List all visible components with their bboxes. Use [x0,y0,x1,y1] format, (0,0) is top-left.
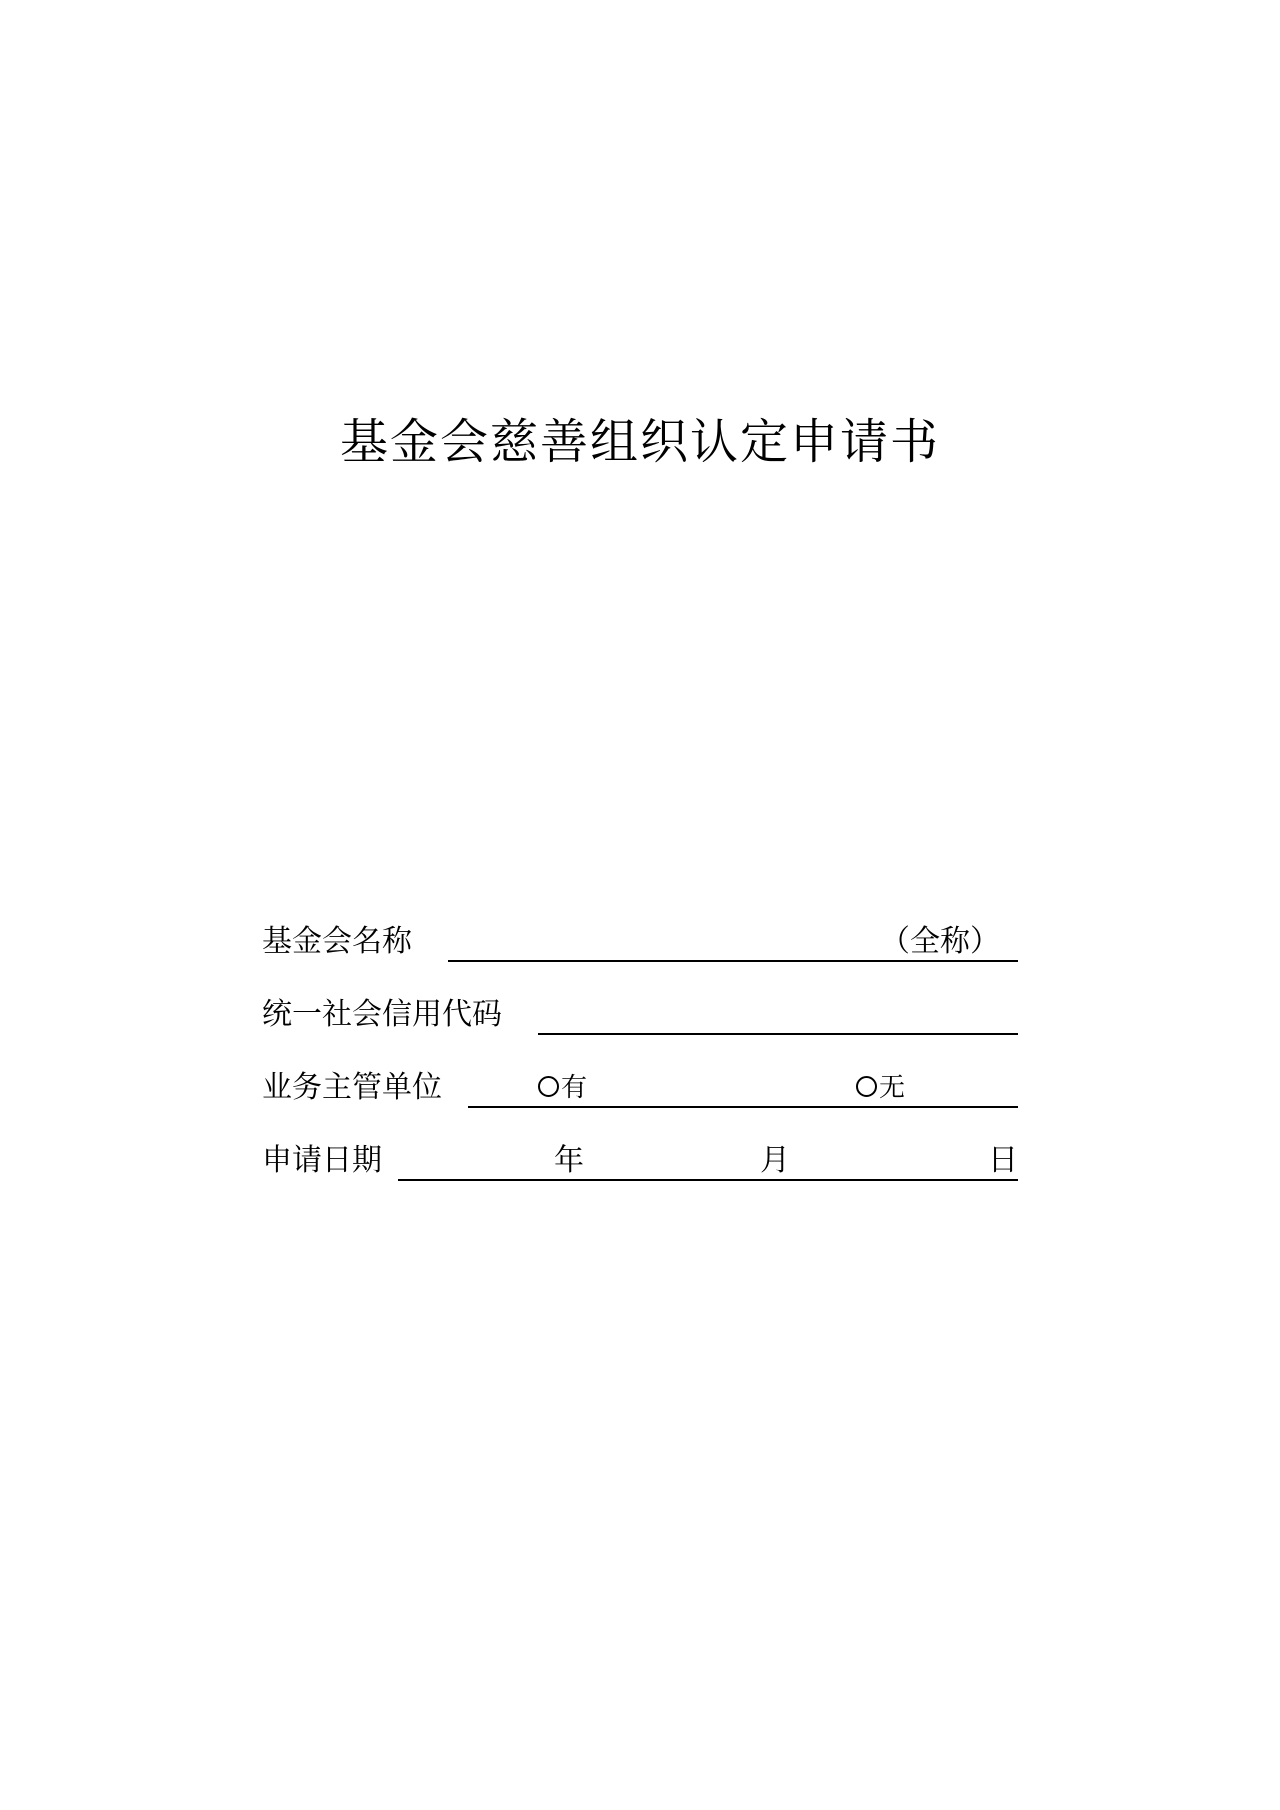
document-title: 基金会慈善组织认定申请书 [339,414,940,470]
field-date-label: 申请日期 [262,1143,382,1178]
field-date-year: 年 [554,1143,584,1178]
field-foundation-name-suffix: （全称） [880,924,1000,959]
radio-circle-icon [538,1076,559,1097]
radio-supervisor-no-label: 无 [879,1073,906,1103]
field-credit-code-label: 统一社会信用代码 [262,997,502,1032]
field-date [262,1141,1022,1181]
radio-supervisor-no[interactable] [856,1068,905,1108]
radio-circle-icon [856,1076,877,1097]
field-supervisor-label: 业务主管单位 [262,1070,442,1105]
field-date-month: 月 [760,1143,790,1178]
field-credit-code [262,995,1022,1035]
radio-supervisor-yes[interactable] [538,1068,587,1108]
field-credit-code-line[interactable] [538,1033,1018,1035]
field-date-line[interactable] [398,1179,1018,1181]
field-foundation-name-label: 基金会名称 [262,924,412,959]
radio-supervisor-yes-label: 有 [561,1073,588,1103]
field-foundation-name [262,922,1022,962]
field-date-day: 日 [988,1143,1018,1178]
field-supervisor [262,1068,1022,1108]
